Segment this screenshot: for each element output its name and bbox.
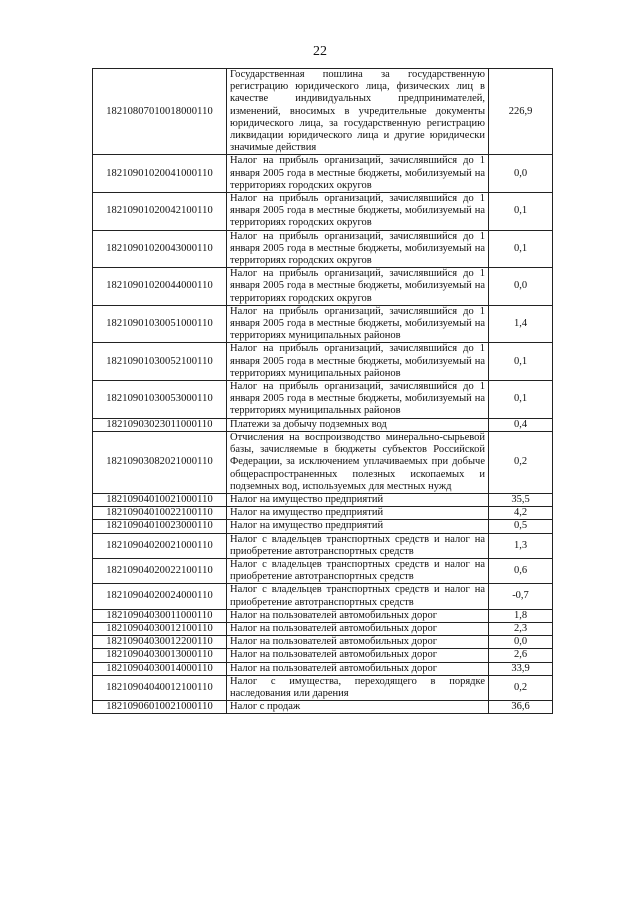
revenue-name: Налог на пользователей автомобильных дорог — [227, 649, 489, 662]
classification-code: 18210903082021000110 — [93, 431, 227, 493]
page-number: 22 — [313, 44, 327, 59]
classification-code: 18210904010022100110 — [93, 507, 227, 520]
classification-code: 18210901030052100110 — [93, 343, 227, 381]
table-row — [93, 636, 553, 649]
table-row — [93, 193, 553, 231]
amount-value: 0,1 — [489, 381, 553, 419]
classification-code: 18210901020041000110 — [93, 155, 227, 193]
classification-code: 18210901020043000110 — [93, 230, 227, 268]
amount-value: 2,3 — [489, 622, 553, 635]
classification-code: 18210904030013000110 — [93, 649, 227, 662]
table-row — [93, 69, 553, 155]
revenue-name: Налог на имущество предприятий — [227, 507, 489, 520]
table-row — [93, 268, 553, 306]
table-row — [93, 609, 553, 622]
revenue-name: Налог с владельцев транспортных средств и налог на приобретение автотранспортных средств — [227, 584, 489, 609]
table-row — [93, 418, 553, 431]
classification-code: 18210904010023000110 — [93, 520, 227, 533]
revenue-name: Налог на пользователей автомобильных дорог — [227, 636, 489, 649]
classification-code: 18210903023011000110 — [93, 418, 227, 431]
table-row — [93, 507, 553, 520]
revenue-name: Платежи за добычу подземных вод — [227, 418, 489, 431]
classification-code: 18210904040012100110 — [93, 675, 227, 700]
amount-value: 0,1 — [489, 343, 553, 381]
revenue-name: Отчисления на воспроизводство минерально-сырьевой базы, зачисляемые в бюджеты субъектов Российской Федерации, за исключением уплачиваемых при добыче общераспространенных полезных ископаемых и подземных вод, используемых для местных нужд — [227, 431, 489, 493]
revenue-name: Налог на имущество предприятий — [227, 520, 489, 533]
classification-code: 18210904010021000110 — [93, 493, 227, 506]
revenue-name: Налог с продаж — [227, 701, 489, 714]
revenue-name: Налог на прибыль организаций, зачислявшийся до 1 января 2005 года в местные бюджеты, мобилизуемый на территориях городских округов — [227, 155, 489, 193]
revenue-name: Налог на прибыль организаций, зачислявшийся до 1 января 2005 года в местные бюджеты, мобилизуемый на территориях муниципальных районов — [227, 343, 489, 381]
table-body — [93, 69, 553, 714]
table-row — [93, 230, 553, 268]
classification-code: 18210904030012100110 — [93, 622, 227, 635]
table-row — [93, 493, 553, 506]
classification-code: 18210901030053000110 — [93, 381, 227, 419]
amount-value: 33,9 — [489, 662, 553, 675]
classification-code: 18210904020024000110 — [93, 584, 227, 609]
amount-value: 1,4 — [489, 305, 553, 343]
table-row — [93, 558, 553, 583]
amount-value: 0,0 — [489, 268, 553, 306]
revenue-name: Налог на прибыль организаций, зачислявшийся до 1 января 2005 года в местные бюджеты, мобилизуемый на территориях городских округов — [227, 193, 489, 231]
table-row — [93, 662, 553, 675]
table-row — [93, 305, 553, 343]
revenue-name: Налог с владельцев транспортных средств и налог на приобретение автотранспортных средств — [227, 533, 489, 558]
classification-code: 18210904030012200110 — [93, 636, 227, 649]
revenue-name: Налог на прибыль организаций, зачислявшийся до 1 января 2005 года в местные бюджеты, мобилизуемый на территориях городских округов — [227, 230, 489, 268]
table-row — [93, 155, 553, 193]
table-row — [93, 675, 553, 700]
classification-code: 18210904030014000110 — [93, 662, 227, 675]
amount-value: 1,3 — [489, 533, 553, 558]
amount-value: 0,2 — [489, 675, 553, 700]
amount-value: 4,2 — [489, 507, 553, 520]
classification-code: 18210904020022100110 — [93, 558, 227, 583]
classification-code: 18210904030011000110 — [93, 609, 227, 622]
amount-value: 36,6 — [489, 701, 553, 714]
table-row — [93, 649, 553, 662]
revenue-name: Налог с имущества, переходящего в порядке наследования или дарения — [227, 675, 489, 700]
revenue-name: Налог на пользователей автомобильных дорог — [227, 622, 489, 635]
amount-value: 35,5 — [489, 493, 553, 506]
amount-value: 0,1 — [489, 193, 553, 231]
classification-code: 18210901030051000110 — [93, 305, 227, 343]
table-row — [93, 381, 553, 419]
amount-value: 0,0 — [489, 155, 553, 193]
revenue-name: Налог на прибыль организаций, зачислявшийся до 1 января 2005 года в местные бюджеты, мобилизуемый на территориях муниципальных районов — [227, 381, 489, 419]
revenue-name: Налог на пользователей автомобильных дорог — [227, 662, 489, 675]
table-row — [93, 622, 553, 635]
table-row — [93, 343, 553, 381]
revenue-name: Налог с владельцев транспортных средств и налог на приобретение автотранспортных средств — [227, 558, 489, 583]
table-row — [93, 701, 553, 714]
table-row — [93, 520, 553, 533]
revenue-name: Налог на прибыль организаций, зачислявшийся до 1 января 2005 года в местные бюджеты, мобилизуемый на территориях городских округов — [227, 268, 489, 306]
amount-value: 0,5 — [489, 520, 553, 533]
table-row — [93, 584, 553, 609]
classification-code: 18210906010021000110 — [93, 701, 227, 714]
amount-value: -0,7 — [489, 584, 553, 609]
amount-value: 0,0 — [489, 636, 553, 649]
revenue-name: Налог на прибыль организаций, зачислявшийся до 1 января 2005 года в местные бюджеты, мобилизуемый на территориях муниципальных районов — [227, 305, 489, 343]
amount-value: 0,1 — [489, 230, 553, 268]
amount-value: 0,2 — [489, 431, 553, 493]
classification-code: 18210901020044000110 — [93, 268, 227, 306]
amount-value: 0,6 — [489, 558, 553, 583]
table-row — [93, 533, 553, 558]
table-row — [93, 431, 553, 493]
amount-value: 2,6 — [489, 649, 553, 662]
revenue-name: Государственная пошлина за государственную регистрацию юридического лица, физических лиц в качестве индивидуальных предпринимателей, изменений, вносимых в учредительные документы юридического лица, за государственную регистрацию ликвидации юридического лица и другие юридически значимые действия — [227, 69, 489, 155]
classification-code: 18210807010018000110 — [93, 69, 227, 155]
revenue-name: Налог на пользователей автомобильных дорог — [227, 609, 489, 622]
amount-value: 1,8 — [489, 609, 553, 622]
amount-value: 226,9 — [489, 69, 553, 155]
budget-revenue-table — [92, 68, 553, 714]
classification-code: 18210904020021000110 — [93, 533, 227, 558]
amount-value: 0,4 — [489, 418, 553, 431]
revenue-name: Налог на имущество предприятий — [227, 493, 489, 506]
classification-code: 18210901020042100110 — [93, 193, 227, 231]
